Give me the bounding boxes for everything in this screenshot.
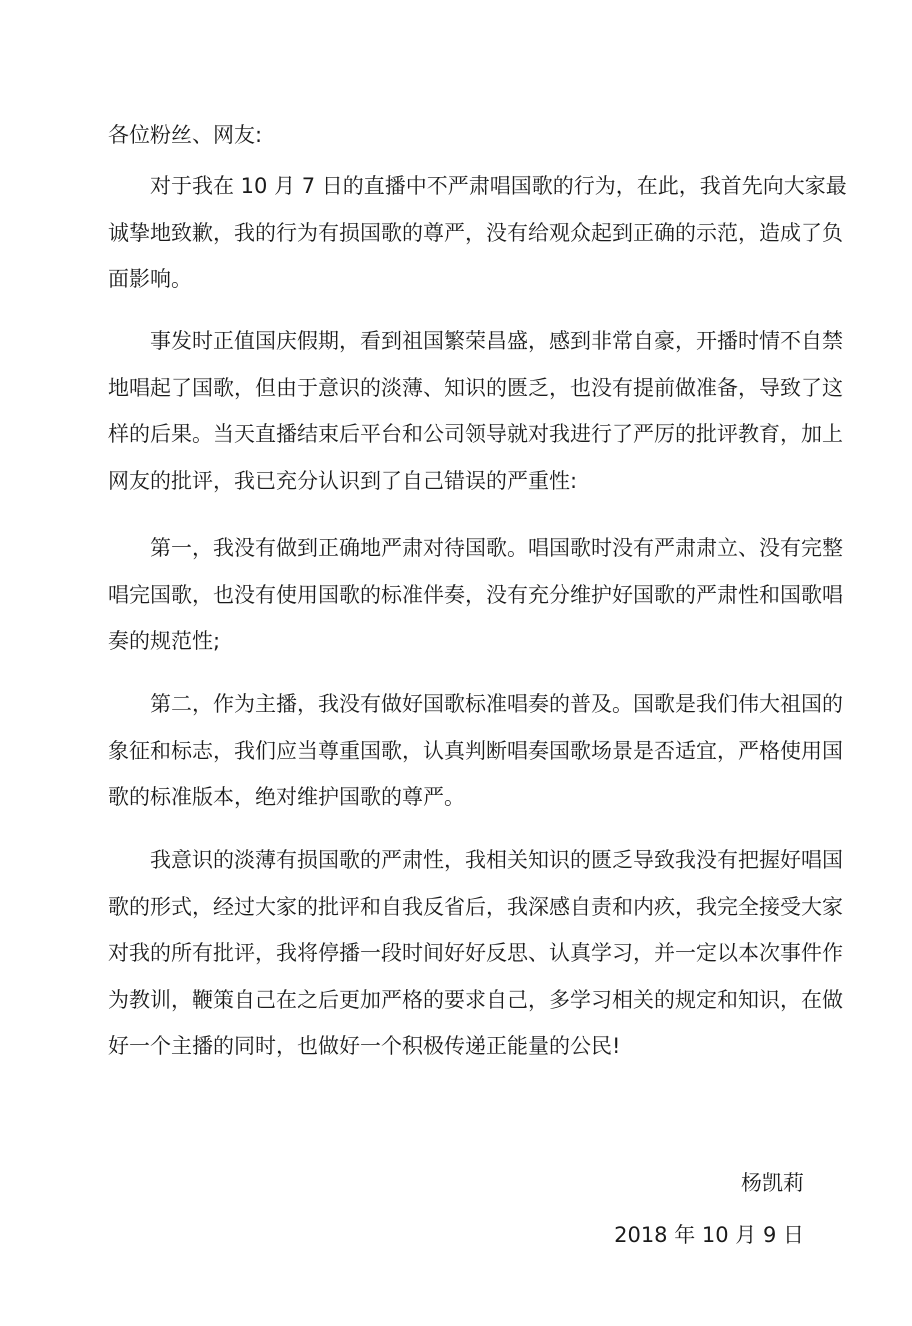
paragraph-line: 为教训，鞭策自己在之后更加严格的要求自己，多学习相关的规定和知识，在做 [108,987,843,1012]
letter-date: 2018 年 10 月 9 日 [614,1223,804,1247]
paragraph-line: 地唱起了国歌，但由于意识的淡薄、知识的匮乏，也没有提前做准备，导致了这 [108,375,843,400]
paragraph-line: 第一，我没有做到正确地严肃对待国歌。唱国歌时没有严肃肃立、没有完整 [150,536,843,560]
paragraph-3 [108,525,843,665]
paragraph-line: 网友的批评，我已充分认识到了自己错误的严重性: [108,468,578,493]
paragraph-line: 我意识的淡薄有损国歌的严肃性，我相关知识的匮乏导致我没有把握好唱国 [150,848,843,872]
paragraph-5 [108,837,843,1070]
paragraph-2 [108,318,843,504]
paragraph-line: 奏的规范性; [108,629,221,653]
paragraph-line: 样的后果。当天直播结束后平台和公司领导就对我进行了严厉的批评教育，加上 [108,422,843,446]
paragraph-line: 歌的标准版本，绝对维护国歌的尊严。 [108,785,465,809]
paragraph-line: 第二，作为主播，我没有做好国歌标准唱奏的普及。国歌是我们伟大祖国的 [150,692,843,716]
paragraph-line: 事发时正值国庆假期，看到祖国繁荣昌盛，感到非常自豪，开播时情不自禁 [150,329,843,353]
paragraph-line: 对于我在 10 月 7 日的直播中不严肃唱国歌的行为，在此，我首先向大家最 [150,174,847,198]
salutation: 各位粉丝、网友: [108,123,263,147]
paragraph-line: 面影响。 [108,267,192,291]
paragraph-line: 好一个主播的同时，也做好一个积极传递正能量的公民! [108,1034,621,1058]
paragraph-line: 诚挚地致歉，我的行为有损国歌的尊严，没有给观众起到正确的示范，造成了负 [108,220,843,245]
paragraph-line: 对我的所有批评，我将停播一段时间好好反思、认真学习，并一定以本次事件作 [108,941,843,965]
paragraph-line: 象征和标志，我们应当尊重国歌，认真判断唱奏国歌场景是否适宜，严格使用国 [108,738,843,763]
paragraph-1 [108,163,847,303]
paragraph-4 [108,681,843,821]
paragraph-line: 唱完国歌，也没有使用国歌的标准伴奏，没有充分维护好国歌的严肃性和国歌唱 [108,582,843,607]
paragraph-line: 歌的形式，经过大家的批评和自我反省后，我深感自责和内疚，我完全接受大家 [108,894,843,919]
signature: 杨凯莉 [741,1171,804,1195]
